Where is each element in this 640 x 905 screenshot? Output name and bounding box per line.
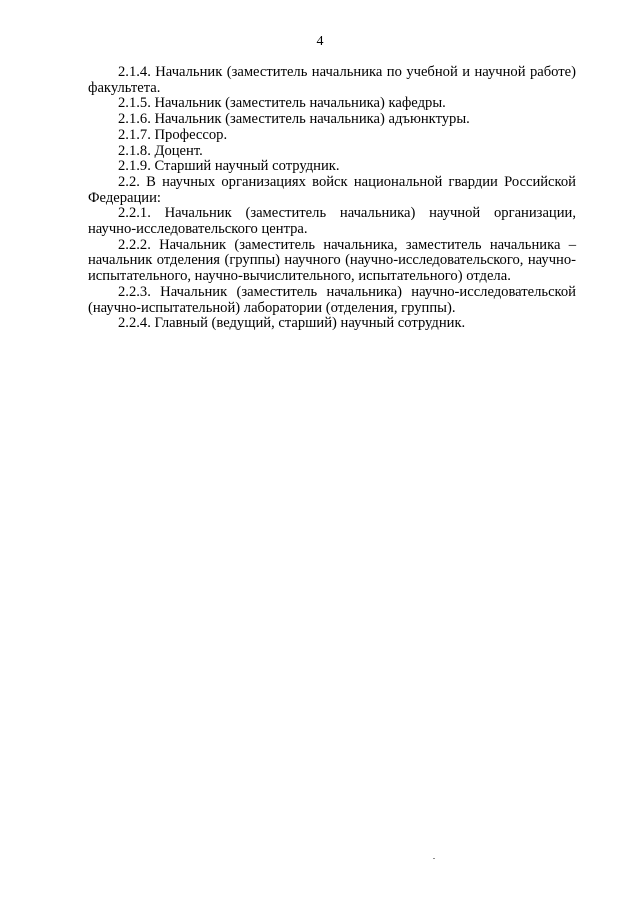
scan-speck (433, 858, 435, 859)
paragraph-2-1-4: 2.1.4. Начальник (заместитель начальника по учебной и научной работе) факультета. (88, 64, 576, 96)
paragraph-2-2-2: 2.2.2. Начальник (заместитель начальника, заместитель начальника – начальник отделения (группы) научного (научно-исследовательского, научно-испытательного, научно-вычислительного, испытательного) отдела. (88, 236, 576, 285)
paragraph-2-1-6: 2.1.6. Начальник (заместитель начальника) адъюнктуры. (118, 111, 470, 128)
paragraph-2-2: 2.2. В научных организациях войск национальной гвардии Российской Федерации: (88, 173, 576, 206)
document-body (88, 65, 576, 332)
paragraph-2-2-4: 2.2.4. Главный (ведущий, старший) научный сотрудник. (118, 315, 466, 332)
page-number: 4 (316, 34, 324, 49)
paragraph-2-1-9: 2.1.9. Старший научный сотрудник. (118, 158, 340, 175)
paragraph-2-1-8: 2.1.8. Доцент. (118, 142, 203, 159)
paragraph-2-1-7: 2.1.7. Профессор. (118, 126, 228, 143)
paragraph-2-1-5: 2.1.5. Начальник (заместитель начальника) кафедры. (118, 95, 446, 112)
paragraph-2-2-3: 2.2.3. Начальник (заместитель начальника) научно-исследовательской (научно-испытательной) лаборатории (отделения, группы). (88, 283, 576, 316)
paragraph-2-2-1: 2.2.1. Начальник (заместитель начальника) научной организации, научно-исследовательского центра. (88, 205, 576, 238)
